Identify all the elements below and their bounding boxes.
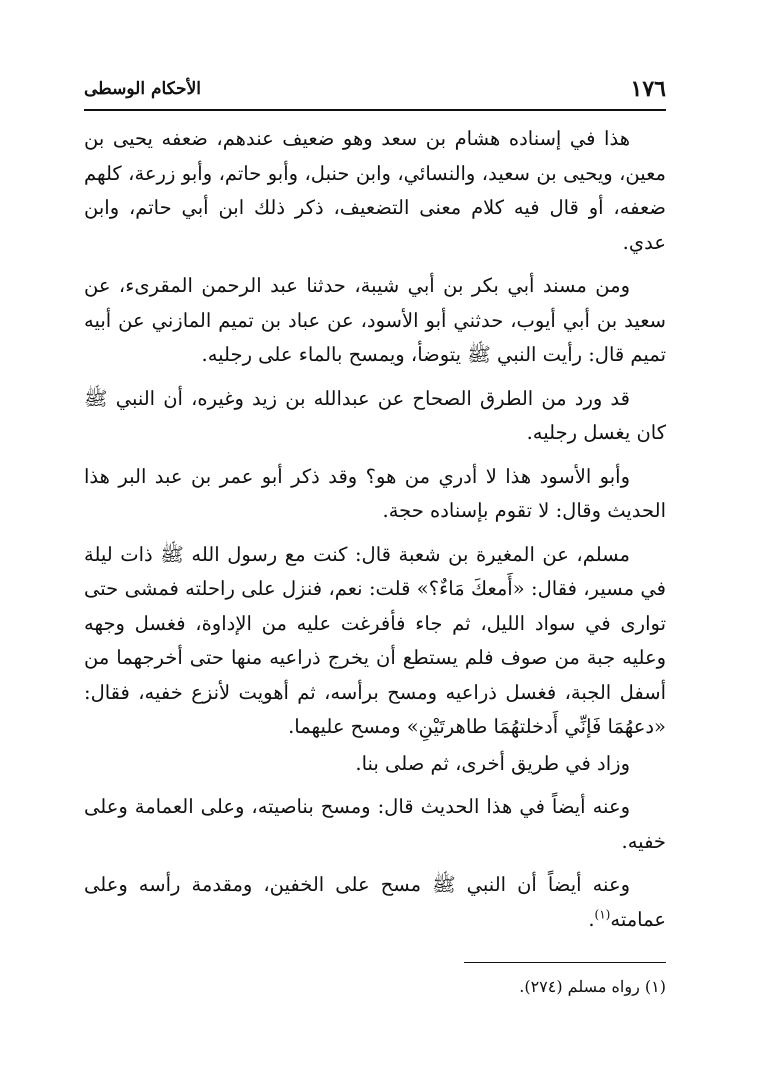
- paragraph-khuffain-text: وعنه أيضاً أن النبي ﷺ مسح على الخفين، ومقدمة رأسه وعلى عمامته: [84, 873, 666, 931]
- footnote: (١) رواه مسلم (٢٧٤).: [519, 977, 666, 996]
- page-number: ١٧٦: [630, 76, 666, 102]
- paragraph-end-punct: .: [588, 907, 595, 931]
- paragraph-ibn-abi-shaybah: ومن مسند أبي بكر بن أبي شيبة، حدثنا عبد الرحمن المقرىء، عن سعيد بن أبي أيوب، حدثني أبو الأسود، عن عباد بن تميم المازني عن أبيه تميم قال: رأيت النبي ﷺ يتوضأ، ويمسح بالماء على رجليه.: [84, 274, 666, 366]
- paragraph-naseyah: وعنه أيضاً في هذا الحديث قال: ومسح بناصيته، وعلى العمامة وعلى خفيه.: [84, 795, 666, 853]
- paragraph-muslim-mughirah: مسلم، عن المغيرة بن شعبة قال: كنت مع رسول الله ﷺ ذات ليلة في مسير، فقال: «أَمعكَ مَاءٌ؟» قلت: نعم، فنزل على راحلته فمشى حتى توارى في سواد الليل، ثم جاء فأفرغت عليه من الإداوة، فغسل وجهه وعليه جبة من صوف فلم يستطع أن يخرج ذراعيه منها حتى أخرجهما من أسفل الجبة، فغسل ذراعيه ومسح برأسه، ثم أهويت لأنزع خفيه، فقال: «دعهُمَا فَإنِّي أَدخلتهُمَا طاهرتَيْنِ» ومسح عليهما.: [84, 542, 666, 738]
- main-text: [84, 122, 666, 946]
- paragraph-abu-al-aswad: وأبو الأسود هذا لا أدري من هو؟ وقد ذكر أبو عمر بن عبد البر هذا الحديث وقال: لا تقوم بإسناده حجة.: [84, 464, 666, 522]
- paragraph-khuffain: [84, 868, 666, 937]
- header-divider: [84, 109, 666, 111]
- paragraph-sahih-routes: قد ورد من الطرق الصحاح عن عبدالله بن زيد وغيره، أن النبي ﷺ كان يغسل رجليه.: [84, 386, 666, 444]
- book-title: الأحكام الوسطى: [84, 79, 201, 99]
- page-header: [84, 72, 666, 106]
- footnote-reference[interactable]: (١): [594, 907, 611, 921]
- paragraph-isnad-critique: هذا في إسناده هشام بن سعد وهو ضعيف عندهم، ضعفه يحيى بن معين، ويحيى بن سعيد، والنسائي، وابن حنبل، وأبو حاتم، وأبو زرعة، كلهم ضعفه، أو قال فيه كلام معنى التضعيف، ذكر ذلك ابن أبي حاتم، وابن عدي.: [84, 127, 666, 254]
- paragraph-another-route: وزاد في طريق أخرى، ثم صلى بنا.: [355, 751, 630, 775]
- footnote-divider: [464, 962, 666, 963]
